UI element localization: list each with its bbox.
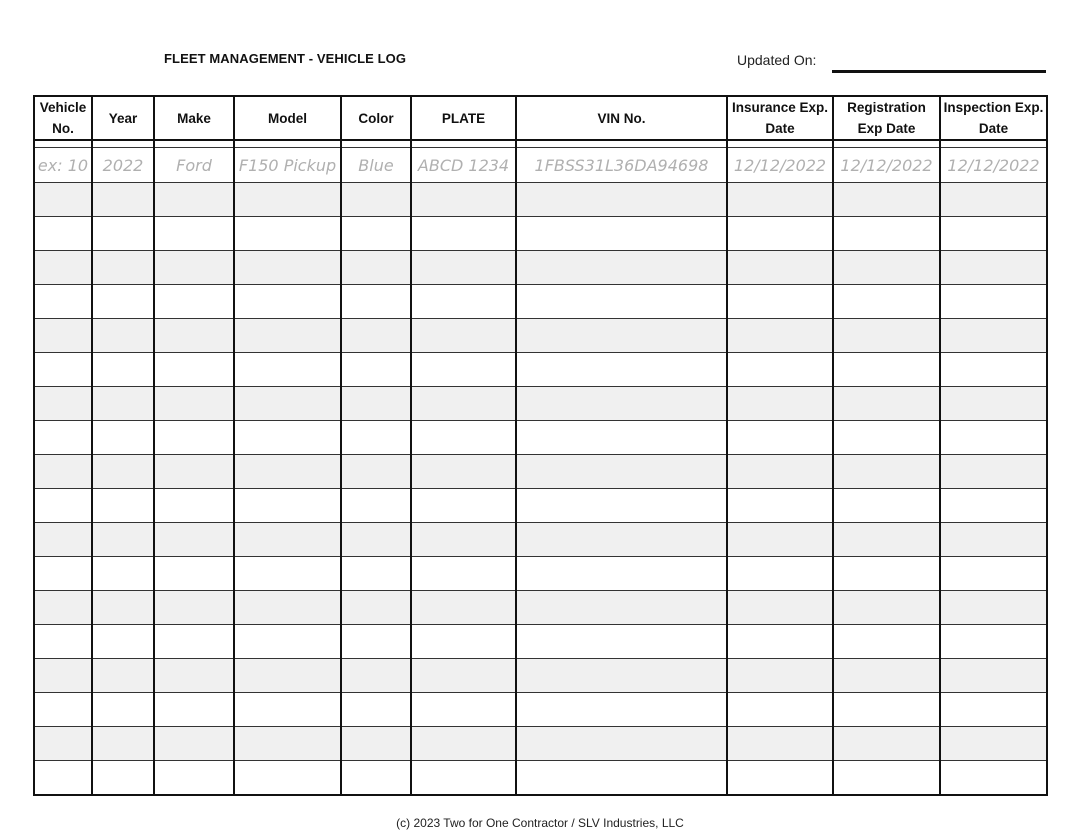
cell-inspection-exp[interactable] — [940, 183, 1047, 217]
cell-color[interactable] — [341, 761, 411, 796]
cell-year[interactable] — [92, 421, 154, 455]
cell-vehicle-no[interactable] — [34, 319, 92, 353]
cell-insurance-exp[interactable] — [727, 285, 833, 319]
cell-inspection-exp[interactable] — [940, 659, 1047, 693]
table-row — [34, 285, 1047, 319]
spacer-cell — [411, 140, 516, 148]
cell-vehicle-no[interactable] — [34, 183, 92, 217]
cell-make[interactable] — [154, 421, 234, 455]
cell-insurance-exp[interactable] — [727, 591, 833, 625]
cell-inspection-exp[interactable] — [940, 693, 1047, 727]
cell-registration-exp[interactable] — [833, 319, 940, 353]
cell-insurance-exp[interactable] — [727, 727, 833, 761]
cell-make[interactable] — [154, 319, 234, 353]
cell-vehicle-no[interactable] — [34, 557, 92, 591]
cell-registration-exp[interactable] — [833, 523, 940, 557]
cell-year[interactable] — [92, 659, 154, 693]
cell-make[interactable] — [154, 625, 234, 659]
cell-make[interactable] — [154, 693, 234, 727]
cell-insurance-exp[interactable] — [727, 183, 833, 217]
cell-plate[interactable] — [411, 455, 516, 489]
cell-inspection-exp[interactable] — [940, 523, 1047, 557]
cell-model[interactable] — [234, 659, 341, 693]
cell-registration-exp[interactable] — [833, 659, 940, 693]
cell-plate[interactable] — [411, 489, 516, 523]
column-header-vehicle-no: Vehicle No. — [34, 96, 92, 140]
cell-color[interactable] — [341, 455, 411, 489]
updated-on-field[interactable] — [832, 70, 1046, 73]
cell-registration-exp[interactable] — [833, 217, 940, 251]
table-row — [34, 217, 1047, 251]
cell-vin[interactable] — [516, 455, 727, 489]
cell-inspection-exp[interactable] — [940, 353, 1047, 387]
table-row — [34, 693, 1047, 727]
cell-plate[interactable] — [411, 353, 516, 387]
cell-vehicle-no[interactable] — [34, 523, 92, 557]
cell-plate[interactable] — [411, 421, 516, 455]
cell-plate[interactable] — [411, 251, 516, 285]
cell-insurance-exp[interactable] — [727, 217, 833, 251]
cell-vehicle-no[interactable] — [34, 659, 92, 693]
cell-make[interactable] — [154, 489, 234, 523]
cell-insurance-exp[interactable] — [727, 353, 833, 387]
cell-registration-exp[interactable] — [833, 761, 940, 796]
cell-vehicle-no[interactable] — [34, 727, 92, 761]
cell-insurance-exp[interactable] — [727, 319, 833, 353]
cell-registration-exp[interactable] — [833, 591, 940, 625]
cell-vehicle-no[interactable] — [34, 455, 92, 489]
cell-insurance-exp[interactable] — [727, 251, 833, 285]
cell-inspection-exp[interactable] — [940, 285, 1047, 319]
cell-vehicle-no[interactable] — [34, 251, 92, 285]
cell-vin[interactable] — [516, 591, 727, 625]
cell-vehicle-no[interactable] — [34, 217, 92, 251]
cell-year[interactable] — [92, 183, 154, 217]
cell-registration-exp[interactable] — [833, 625, 940, 659]
column-header-model: Model — [234, 96, 341, 140]
cell-year[interactable] — [92, 217, 154, 251]
cell-plate[interactable] — [411, 557, 516, 591]
cell-inspection-exp[interactable] — [940, 489, 1047, 523]
cell-color[interactable] — [341, 353, 411, 387]
cell-make[interactable] — [154, 251, 234, 285]
example-insurance-exp[interactable]: 12/12/2022 — [727, 148, 833, 183]
column-header-insurance-exp: Insurance Exp. Date — [727, 96, 833, 140]
table-row — [34, 489, 1047, 523]
column-header-make: Make — [154, 96, 234, 140]
cell-model[interactable] — [234, 387, 341, 421]
cell-model[interactable] — [234, 455, 341, 489]
example-model[interactable]: F150 Pickup — [234, 148, 341, 183]
spacer-cell — [154, 140, 234, 148]
cell-vehicle-no[interactable] — [34, 489, 92, 523]
cell-color[interactable] — [341, 285, 411, 319]
spacer-cell — [92, 140, 154, 148]
cell-vin[interactable] — [516, 557, 727, 591]
cell-registration-exp[interactable] — [833, 693, 940, 727]
cell-color[interactable] — [341, 251, 411, 285]
cell-vehicle-no[interactable] — [34, 591, 92, 625]
cell-inspection-exp[interactable] — [940, 761, 1047, 796]
cell-vin[interactable] — [516, 353, 727, 387]
cell-registration-exp[interactable] — [833, 285, 940, 319]
cell-year[interactable] — [92, 353, 154, 387]
cell-model[interactable] — [234, 183, 341, 217]
cell-color[interactable] — [341, 489, 411, 523]
cell-color[interactable] — [341, 591, 411, 625]
cell-vin[interactable] — [516, 251, 727, 285]
cell-vin[interactable] — [516, 727, 727, 761]
cell-model[interactable] — [234, 557, 341, 591]
cell-vin[interactable] — [516, 523, 727, 557]
cell-insurance-exp[interactable] — [727, 421, 833, 455]
cell-inspection-exp[interactable] — [940, 727, 1047, 761]
cell-make[interactable] — [154, 353, 234, 387]
cell-make[interactable] — [154, 557, 234, 591]
table-row — [34, 761, 1047, 796]
cell-vehicle-no[interactable] — [34, 761, 92, 796]
cell-insurance-exp[interactable] — [727, 489, 833, 523]
cell-insurance-exp[interactable] — [727, 523, 833, 557]
cell-inspection-exp[interactable] — [940, 319, 1047, 353]
cell-registration-exp[interactable] — [833, 727, 940, 761]
cell-plate[interactable] — [411, 591, 516, 625]
table-row — [34, 591, 1047, 625]
cell-registration-exp[interactable] — [833, 489, 940, 523]
cell-year[interactable] — [92, 489, 154, 523]
column-header-registration-exp: Registration Exp Date — [833, 96, 940, 140]
page-title: FLEET MANAGEMENT - VEHICLE LOG — [164, 51, 407, 66]
cell-vin[interactable] — [516, 319, 727, 353]
cell-model[interactable] — [234, 761, 341, 796]
example-row — [34, 148, 1047, 183]
spacer-cell — [341, 140, 411, 148]
cell-year[interactable] — [92, 557, 154, 591]
cell-year[interactable] — [92, 251, 154, 285]
cell-vehicle-no[interactable] — [34, 353, 92, 387]
column-header-year: Year — [92, 96, 154, 140]
table-row — [34, 183, 1047, 217]
cell-vin[interactable] — [516, 693, 727, 727]
table-row — [34, 319, 1047, 353]
cell-insurance-exp[interactable] — [727, 455, 833, 489]
cell-color[interactable] — [341, 727, 411, 761]
cell-color[interactable] — [341, 217, 411, 251]
table-row — [34, 251, 1047, 285]
cell-plate[interactable] — [411, 727, 516, 761]
table-row — [34, 421, 1047, 455]
example-make[interactable]: Ford — [154, 148, 234, 183]
example-plate[interactable]: ABCD 1234 — [411, 148, 516, 183]
cell-make[interactable] — [154, 455, 234, 489]
cell-make[interactable] — [154, 523, 234, 557]
example-year[interactable]: 2022 — [92, 148, 154, 183]
cell-registration-exp[interactable] — [833, 557, 940, 591]
cell-color[interactable] — [341, 625, 411, 659]
cell-inspection-exp[interactable] — [940, 217, 1047, 251]
cell-vehicle-no[interactable] — [34, 625, 92, 659]
cell-color[interactable] — [341, 421, 411, 455]
cell-vin[interactable] — [516, 285, 727, 319]
cell-vin[interactable] — [516, 421, 727, 455]
cell-model[interactable] — [234, 319, 341, 353]
cell-color[interactable] — [341, 693, 411, 727]
cell-plate[interactable] — [411, 625, 516, 659]
cell-plate[interactable] — [411, 183, 516, 217]
copyright-footer: (c) 2023 Two for One Contractor / SLV Industries, LLC — [396, 816, 684, 830]
table-row — [34, 353, 1047, 387]
cell-plate[interactable] — [411, 285, 516, 319]
example-vin[interactable]: 1FBSS31L36DA94698 — [516, 148, 727, 183]
table-row — [34, 727, 1047, 761]
table-row — [34, 455, 1047, 489]
cell-year[interactable] — [92, 727, 154, 761]
cell-registration-exp[interactable] — [833, 251, 940, 285]
column-header-plate: PLATE — [411, 96, 516, 140]
cell-make[interactable] — [154, 217, 234, 251]
cell-make[interactable] — [154, 387, 234, 421]
cell-insurance-exp[interactable] — [727, 387, 833, 421]
example-vehicle-no[interactable]: ex: 10 — [34, 148, 92, 183]
spacer-row — [34, 140, 1047, 148]
cell-make[interactable] — [154, 761, 234, 796]
cell-color[interactable] — [341, 319, 411, 353]
cell-registration-exp[interactable] — [833, 421, 940, 455]
cell-color[interactable] — [341, 387, 411, 421]
cell-year[interactable] — [92, 455, 154, 489]
example-inspection-exp[interactable]: 12/12/2022 — [940, 148, 1047, 183]
table-row — [34, 523, 1047, 557]
cell-make[interactable] — [154, 591, 234, 625]
cell-model[interactable] — [234, 251, 341, 285]
column-header-vin: VIN No. — [516, 96, 727, 140]
updated-on-label: Updated On: — [737, 52, 817, 68]
cell-inspection-exp[interactable] — [940, 625, 1047, 659]
cell-vin[interactable] — [516, 387, 727, 421]
spacer-cell — [516, 140, 727, 148]
cell-color[interactable] — [341, 183, 411, 217]
cell-registration-exp[interactable] — [833, 183, 940, 217]
cell-plate[interactable] — [411, 217, 516, 251]
cell-vehicle-no[interactable] — [34, 693, 92, 727]
cell-year[interactable] — [92, 523, 154, 557]
spacer-cell — [34, 140, 92, 148]
cell-plate[interactable] — [411, 319, 516, 353]
cell-vin[interactable] — [516, 217, 727, 251]
cell-model[interactable] — [234, 693, 341, 727]
cell-model[interactable] — [234, 421, 341, 455]
cell-inspection-exp[interactable] — [940, 591, 1047, 625]
cell-vin[interactable] — [516, 489, 727, 523]
cell-model[interactable] — [234, 591, 341, 625]
cell-make[interactable] — [154, 183, 234, 217]
example-registration-exp[interactable]: 12/12/2022 — [833, 148, 940, 183]
cell-model[interactable] — [234, 353, 341, 387]
cell-make[interactable] — [154, 659, 234, 693]
cell-insurance-exp[interactable] — [727, 659, 833, 693]
cell-vin[interactable] — [516, 761, 727, 796]
table-row — [34, 557, 1047, 591]
cell-year[interactable] — [92, 285, 154, 319]
cell-make[interactable] — [154, 727, 234, 761]
cell-year[interactable] — [92, 693, 154, 727]
cell-vehicle-no[interactable] — [34, 285, 92, 319]
cell-inspection-exp[interactable] — [940, 387, 1047, 421]
cell-model[interactable] — [234, 625, 341, 659]
cell-vehicle-no[interactable] — [34, 387, 92, 421]
cell-model[interactable] — [234, 489, 341, 523]
cell-plate[interactable] — [411, 523, 516, 557]
vehicle-log-table — [33, 95, 1048, 796]
column-header-color: Color — [341, 96, 411, 140]
cell-insurance-exp[interactable] — [727, 625, 833, 659]
spacer-cell — [833, 140, 940, 148]
cell-plate[interactable] — [411, 761, 516, 796]
column-header-inspection-exp: Inspection Exp. Date — [940, 96, 1047, 140]
cell-vin[interactable] — [516, 659, 727, 693]
cell-color[interactable] — [341, 523, 411, 557]
spacer-cell — [727, 140, 833, 148]
table-row — [34, 387, 1047, 421]
cell-model[interactable] — [234, 217, 341, 251]
cell-model[interactable] — [234, 285, 341, 319]
cell-year[interactable] — [92, 319, 154, 353]
table-row — [34, 659, 1047, 693]
cell-registration-exp[interactable] — [833, 455, 940, 489]
cell-model[interactable] — [234, 727, 341, 761]
cell-model[interactable] — [234, 523, 341, 557]
cell-color[interactable] — [341, 659, 411, 693]
cell-year[interactable] — [92, 761, 154, 796]
cell-inspection-exp[interactable] — [940, 251, 1047, 285]
cell-vin[interactable] — [516, 625, 727, 659]
cell-year[interactable] — [92, 387, 154, 421]
cell-make[interactable] — [154, 285, 234, 319]
header-row — [34, 96, 1047, 140]
cell-vehicle-no[interactable] — [34, 421, 92, 455]
spacer-cell — [234, 140, 341, 148]
cell-insurance-exp[interactable] — [727, 761, 833, 796]
cell-insurance-exp[interactable] — [727, 693, 833, 727]
cell-registration-exp[interactable] — [833, 387, 940, 421]
cell-insurance-exp[interactable] — [727, 557, 833, 591]
cell-plate[interactable] — [411, 387, 516, 421]
cell-year[interactable] — [92, 625, 154, 659]
cell-vin[interactable] — [516, 183, 727, 217]
cell-inspection-exp[interactable] — [940, 557, 1047, 591]
table-row — [34, 625, 1047, 659]
cell-year[interactable] — [92, 591, 154, 625]
cell-plate[interactable] — [411, 693, 516, 727]
cell-color[interactable] — [341, 557, 411, 591]
cell-inspection-exp[interactable] — [940, 455, 1047, 489]
spacer-cell — [940, 140, 1047, 148]
cell-registration-exp[interactable] — [833, 353, 940, 387]
example-color[interactable]: Blue — [341, 148, 411, 183]
cell-inspection-exp[interactable] — [940, 421, 1047, 455]
cell-plate[interactable] — [411, 659, 516, 693]
